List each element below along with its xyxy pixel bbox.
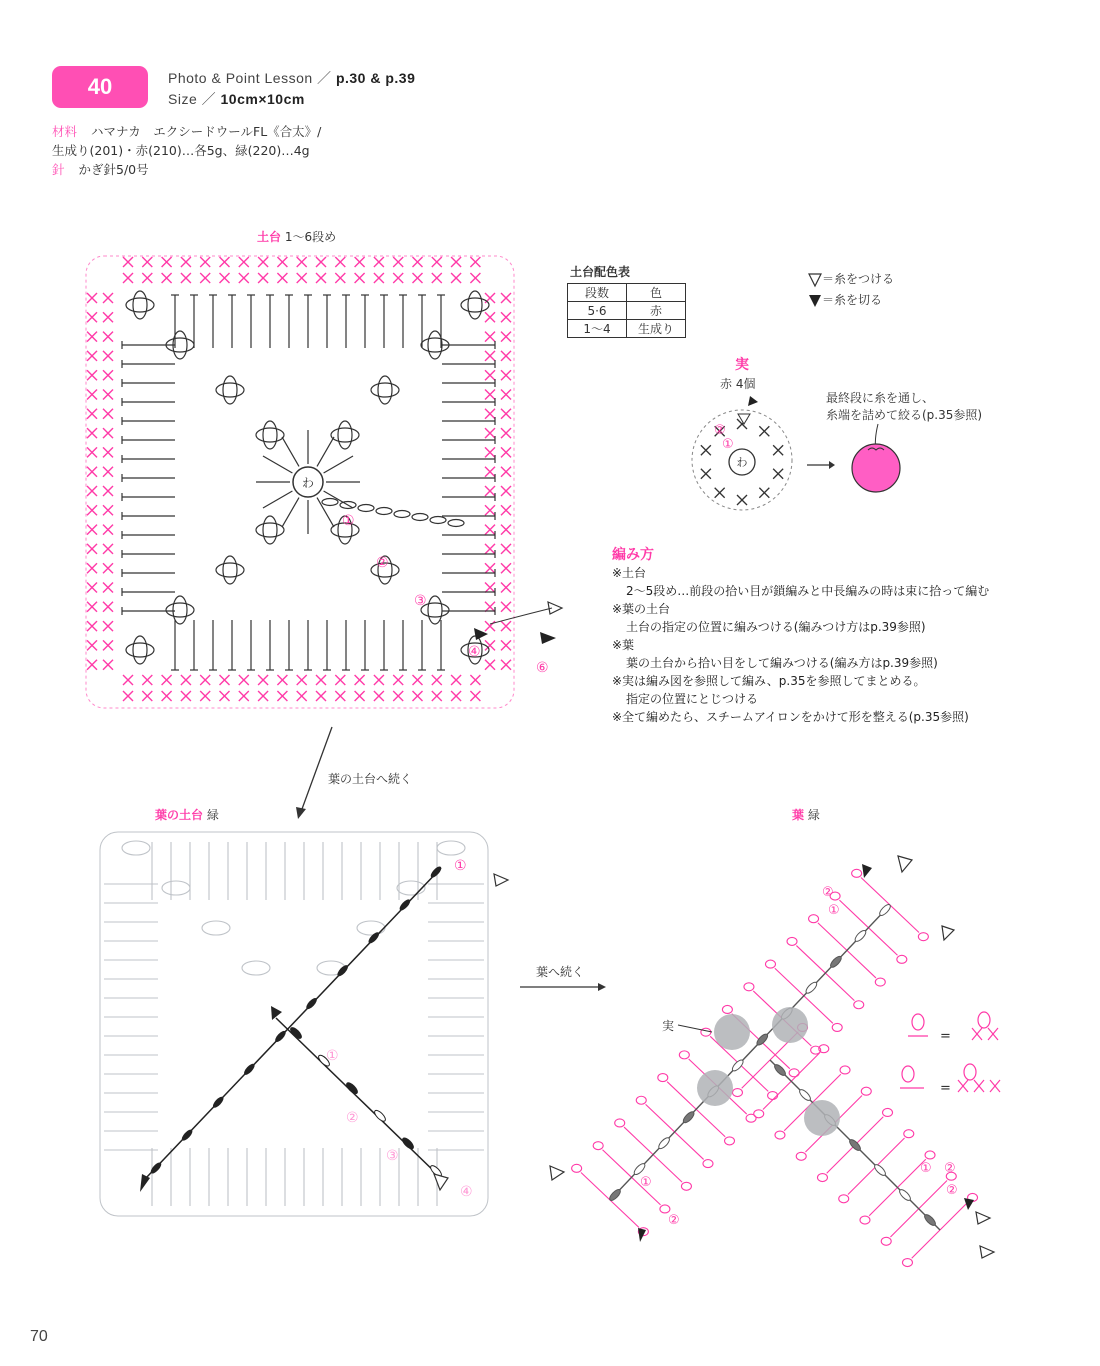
berry-subtitle: 赤 4個 (720, 377, 756, 391)
legend-attach-text: ＝糸をつける (822, 272, 895, 286)
method-title: 編み方 (612, 547, 654, 563)
leaf-base-row-label-3: ③ (386, 1148, 399, 1164)
arrow-to-leaf-label: 葉へ続く (536, 965, 585, 979)
materials-line2: 生成り(201)・赤(210)…各5g、緑(220)…4g (52, 143, 310, 158)
material-yarn: ハマナカ エクシードウールFL《合太》/ (91, 124, 322, 139)
cut-icon (474, 628, 488, 640)
needle-line (52, 160, 149, 178)
size-line (168, 89, 305, 109)
base-row-label-2: ② (376, 555, 389, 571)
table-cell: 1〜4 (568, 320, 627, 338)
leaf-chart (540, 850, 1000, 1280)
pattern-number-badge (52, 66, 148, 108)
legend-cut (808, 291, 882, 308)
berry-row-label-2: ② (714, 423, 726, 438)
table-row (568, 320, 686, 338)
method-line: ※葉 (612, 638, 635, 652)
method-line: 土台の指定の位置に編みつける(編みつけ方はp.39参照) (626, 620, 926, 634)
berry-position-marker (714, 1014, 750, 1050)
finished-berry (850, 420, 910, 495)
separator: ／ (201, 91, 217, 107)
base-center-label: わ (301, 476, 315, 490)
needle-value: かぎ針5/0号 (78, 162, 149, 177)
method-section (612, 546, 989, 726)
berry-note-line1: 最終段に糸を通し、 (826, 391, 935, 405)
material-label: 材料 (52, 124, 78, 139)
base-chart-title (257, 228, 336, 245)
symbol-equals: = (940, 1081, 951, 1096)
method-line: 指定の位置にとじつける (626, 692, 759, 706)
attach-icon (942, 926, 954, 940)
berry-row-label-1: ① (722, 437, 734, 452)
method-line: 2〜5段め…前段の拾い目が鎖編みと中長編みの時は束に拾って編む (626, 584, 990, 598)
method-line: 葉の土台から拾い目をして編みつける(編み方はp.39参照) (626, 656, 938, 670)
leaf-base-row-label-4: ④ (460, 1184, 473, 1200)
method-line: ※全て編めたら、スチームアイロンをかけて形を整える(p.35参照) (612, 710, 969, 724)
color-table-title: 土台配色表 (570, 265, 631, 279)
leaf-base-chart (96, 828, 506, 1223)
berry-arrow (805, 458, 835, 472)
attach-icon (494, 874, 508, 886)
leaf-row-label: ② (946, 1183, 958, 1198)
leaf-berry-label: 実 (662, 1019, 675, 1033)
table-row (568, 302, 686, 320)
separator: ／ (317, 70, 332, 86)
base-row-label-4: ④ (468, 644, 481, 660)
cut-icon (540, 632, 556, 644)
leaf-base-chart-title (155, 806, 219, 823)
needle-label: 針 (52, 162, 65, 177)
lesson-label: Photo & Point Lesson (168, 70, 313, 86)
attach-icon (550, 1166, 564, 1180)
method-line: ※土台 (612, 566, 647, 580)
cut-icon (638, 1228, 646, 1242)
leaf-base-title-bold: 葉の土台 (155, 808, 204, 822)
base-row-label-3: ③ (414, 593, 427, 609)
berry-note (826, 390, 982, 424)
leaf-row-label: ② (668, 1213, 680, 1228)
table-header: 色 (627, 284, 686, 302)
lesson-line (168, 68, 415, 88)
attach-icon (898, 856, 912, 872)
table-cell: 赤 (627, 302, 686, 320)
berry-position-marker (804, 1100, 840, 1136)
leaf-base-row-label-1a: ① (454, 858, 467, 874)
berry-center-label: わ (736, 456, 748, 469)
size-label: Size (168, 91, 198, 107)
page-number: 70 (30, 1328, 48, 1345)
berry-title (735, 354, 749, 374)
berry-position-marker (772, 1007, 808, 1043)
cut-icon (140, 1174, 150, 1192)
leaf-base-row-label-2: ② (346, 1110, 359, 1126)
size-value: 10cm×10cm (220, 91, 305, 107)
table-row (568, 284, 686, 302)
leaf-title-rest: 緑 (807, 808, 820, 822)
pattern-number: 40 (87, 74, 113, 99)
base-chart-title-rest: 1〜6段め (284, 230, 337, 244)
leaf-title-bold: 葉 (792, 808, 805, 822)
materials-line1 (52, 122, 321, 140)
symbol-legend (900, 1012, 1000, 1092)
arrow-to-leaf-base-label: 葉の土台へ続く (328, 772, 413, 786)
leaf-row-label: ② (944, 1161, 956, 1176)
leaf-row-label: ① (828, 903, 840, 918)
leaf-row-label: ② (822, 885, 834, 900)
color-table (567, 283, 686, 338)
attach-icon (976, 1212, 990, 1224)
cut-icon (862, 864, 872, 878)
method-line: ※葉の土台 (612, 602, 671, 616)
attach-icon (434, 1174, 448, 1190)
leaf-row-label: ① (640, 1175, 652, 1190)
base-row-label-6: ⑥ (536, 660, 549, 676)
table-cell: 5·6 (568, 302, 627, 320)
leaf-row-label: ① (920, 1161, 932, 1176)
attach-icon (808, 273, 822, 287)
berry-note-line2: 糸端を詰めて絞る(p.35参照) (826, 408, 983, 422)
attach-icon (980, 1246, 994, 1258)
table-cell: 生成り (627, 320, 686, 338)
lesson-pages: p.30 & p.39 (335, 70, 416, 86)
cut-icon (808, 294, 822, 308)
table-header: 段数 (568, 284, 627, 302)
cut-icon (748, 396, 758, 406)
leaf-chart-title (792, 806, 820, 823)
berry-title-text: 実 (735, 357, 749, 373)
method-line: ※実は編み図を参照して編み、p.35を参照してまとめる。 (612, 674, 926, 688)
base-row-label-1: ① (342, 513, 355, 529)
legend-cut-text: ＝糸を切る (822, 293, 883, 307)
base-chart-title-bold: 土台 (257, 230, 282, 244)
symbol-equals: = (940, 1029, 951, 1044)
legend-attach (808, 270, 894, 287)
base-chart-thread-markers (470, 596, 570, 656)
leaf-base-row-label-1b: ① (326, 1048, 339, 1064)
leaf-base-title-rest: 緑 (206, 808, 219, 822)
berry-chart (690, 392, 800, 517)
berry-position-marker (697, 1070, 733, 1106)
